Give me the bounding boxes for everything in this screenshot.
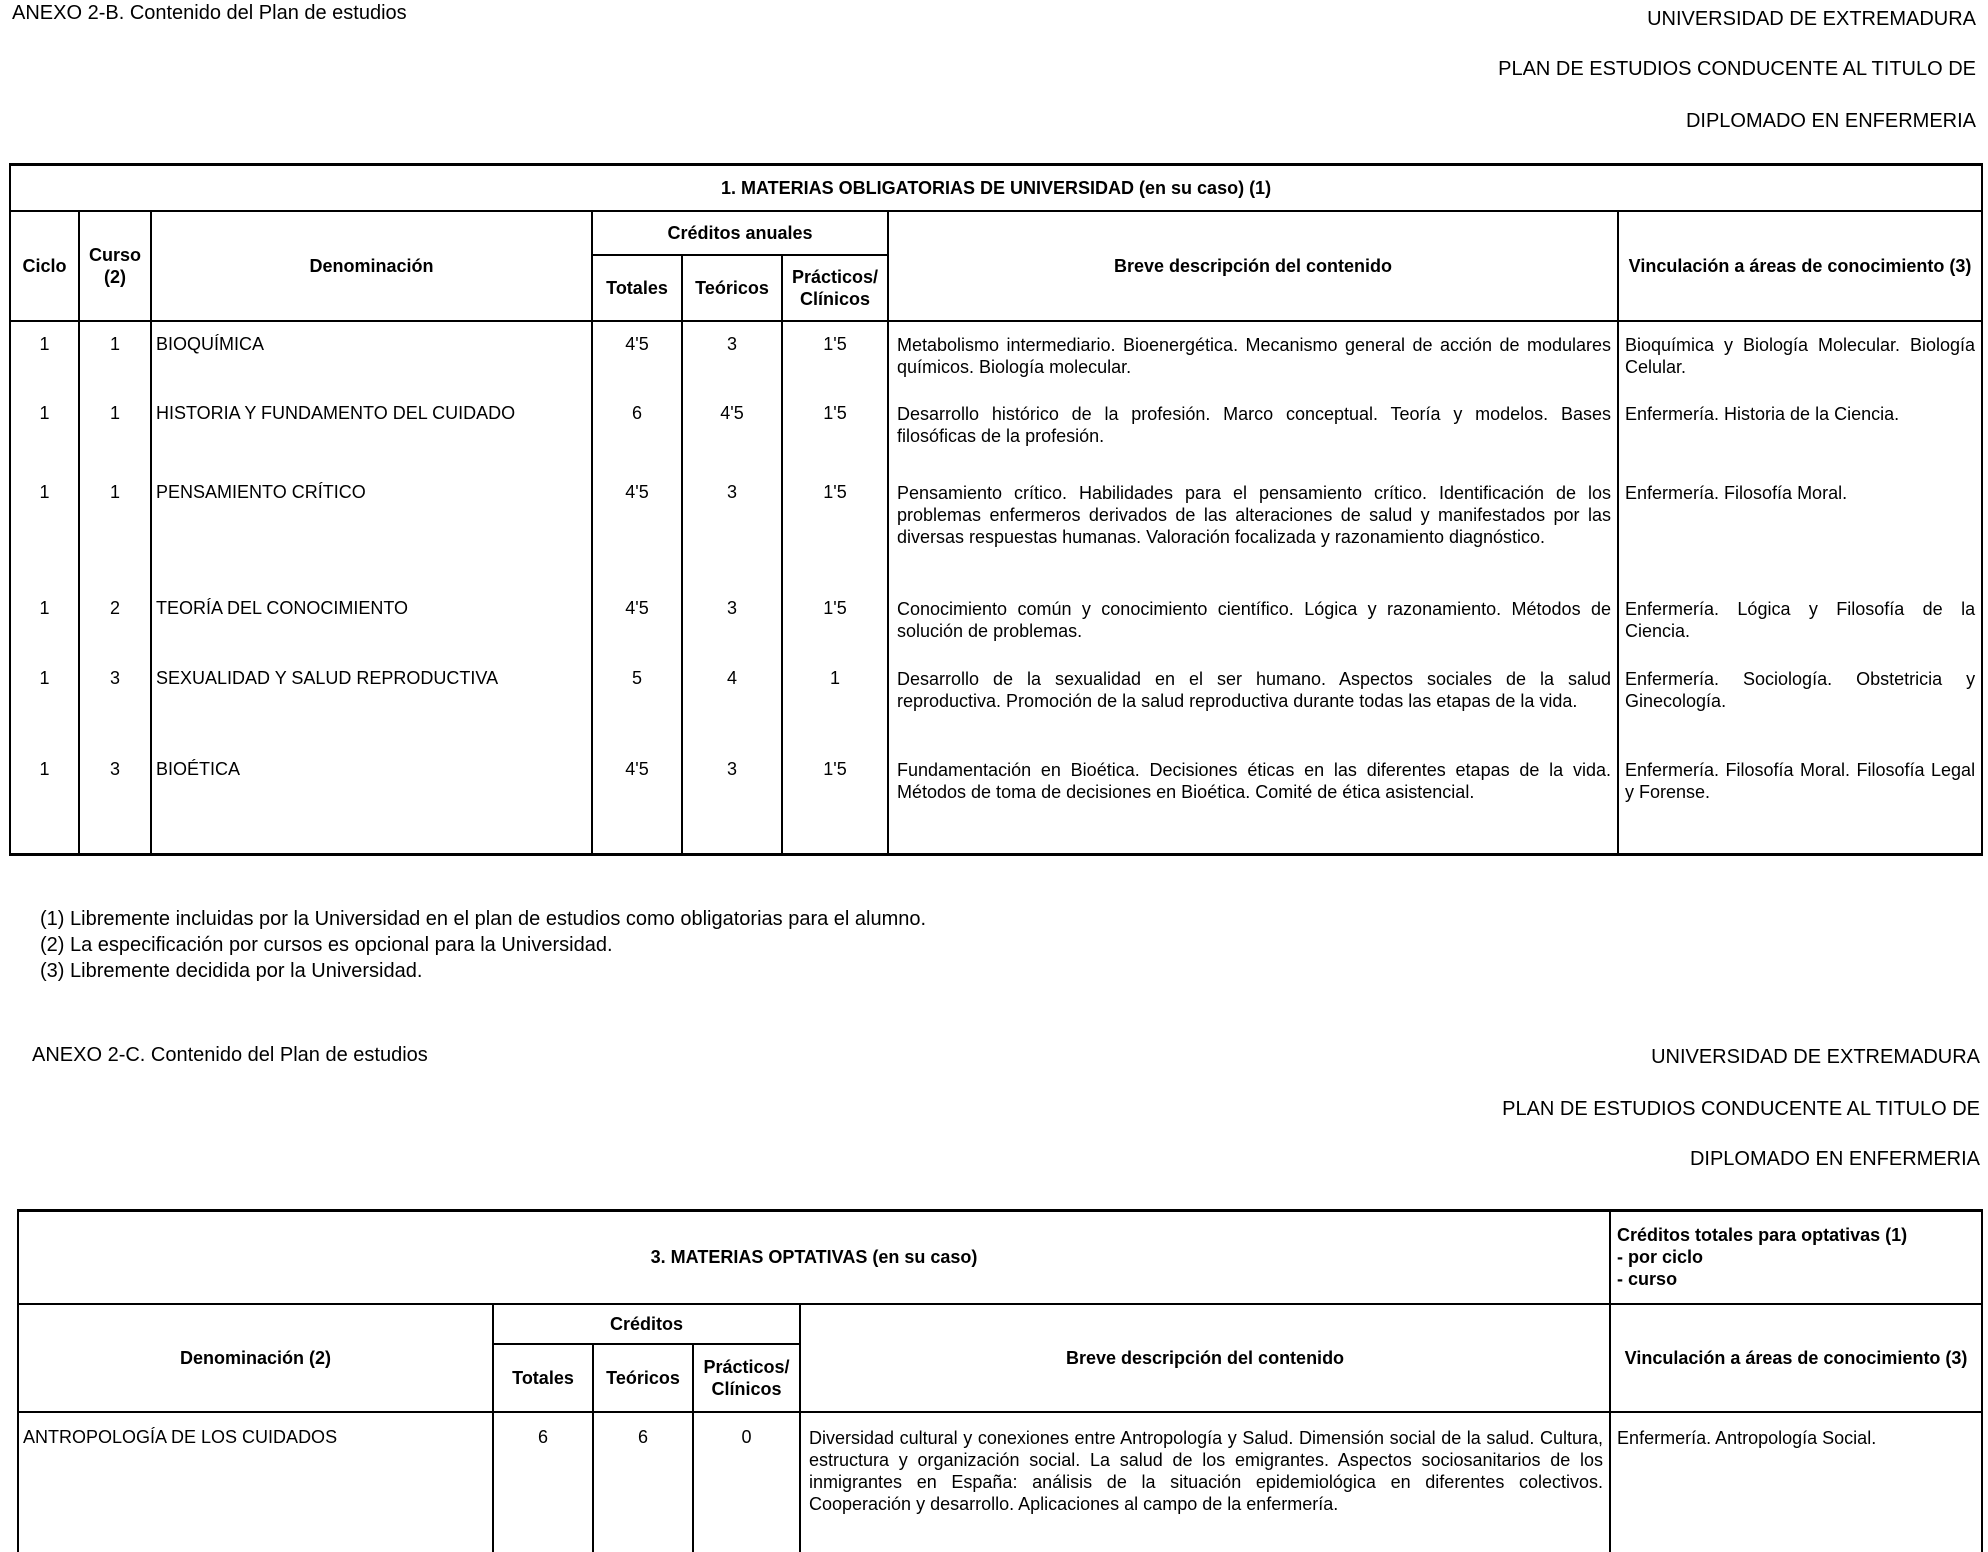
col-teoricos: Teóricos bbox=[682, 255, 782, 321]
cell-denominacion: SEXUALIDAD Y SALUD REPRODUCTIVA bbox=[151, 656, 592, 747]
col-practicos: Prácticos/ Clínicos bbox=[782, 255, 888, 321]
cell-teoricos: 4'5 bbox=[682, 391, 782, 470]
page1-header-plan: PLAN DE ESTUDIOS CONDUCENTE AL TITULO DE bbox=[1498, 58, 1976, 80]
obligatorias-title: 1. MATERIAS OBLIGATORIAS DE UNIVERSIDAD (en su caso) (1) bbox=[10, 165, 1982, 212]
cell-practicos: 1'5 bbox=[782, 391, 888, 470]
page1-header-university: UNIVERSIDAD DE EXTREMADURA bbox=[1647, 8, 1976, 30]
col-teoricos: Teóricos bbox=[593, 1344, 693, 1412]
page2-header-university: UNIVERSIDAD DE EXTREMADURA bbox=[1651, 1046, 1980, 1068]
credits-note-line-2: - por ciclo bbox=[1617, 1247, 1704, 1268]
table-row bbox=[10, 470, 1982, 586]
cell-descripcion: Fundamentación en Bioética. Decisiones éticas en las diferentes etapas de la vida. Métodos de toma de decisiones en Bioética. Comité de ética asistencial. bbox=[888, 747, 1618, 854]
col-totales: Totales bbox=[592, 255, 682, 321]
credits-note-line-1: Créditos totales para optativas (1) bbox=[1617, 1225, 1908, 1246]
cell-practicos: 0 bbox=[693, 1412, 800, 1552]
cell-practicos: 1'5 bbox=[782, 747, 888, 854]
cell-descripcion: Desarrollo histórico de la profesión. Marco conceptual. Teoría y modelos. Bases filosóficas de la profesión. bbox=[888, 391, 1618, 470]
cell-vinculacion: Enfermería. Historia de la Ciencia. bbox=[1618, 391, 1982, 470]
optativas-credits-note bbox=[1610, 1211, 1982, 1304]
col-vinculacion: Vinculación a áreas de conocimiento (3) bbox=[1610, 1304, 1982, 1412]
footnote-1: (1) Libremente incluidas por la Universidad en el plan de estudios como obligatorias para el alumno. bbox=[40, 908, 927, 930]
optativas-table bbox=[17, 1209, 1983, 1552]
col-vinculacion: Vinculación a áreas de conocimiento (3) bbox=[1618, 211, 1982, 321]
col-denominacion: Denominación (2) bbox=[18, 1304, 493, 1412]
cell-practicos: 1 bbox=[782, 656, 888, 747]
cell-totales: 4'5 bbox=[592, 470, 682, 586]
cell-vinculacion: Enfermería. Sociología. Obstetricia y Ginecología. bbox=[1618, 656, 1982, 747]
cell-ciclo: 1 bbox=[10, 470, 79, 586]
col-practicos: Prácticos/ Clínicos bbox=[693, 1344, 800, 1412]
cell-descripcion: Conocimiento común y conocimiento científico. Lógica y razonamiento. Métodos de solución de problemas. bbox=[888, 586, 1618, 656]
cell-teoricos: 3 bbox=[682, 747, 782, 854]
credits-note-line-3: - curso bbox=[1617, 1269, 1678, 1290]
col-curso: Curso (2) bbox=[79, 211, 151, 321]
cell-curso: 3 bbox=[79, 747, 151, 854]
footnote-2: (2) La especificación por cursos es opcional para la Universidad. bbox=[40, 934, 613, 956]
footnote-3: (3) Libremente decidida por la Universidad. bbox=[40, 960, 423, 982]
cell-teoricos: 6 bbox=[593, 1412, 693, 1552]
cell-vinculacion: Enfermería. Antropología Social. bbox=[1610, 1412, 1982, 1552]
cell-curso: 2 bbox=[79, 586, 151, 656]
cell-teoricos: 3 bbox=[682, 586, 782, 656]
page1-header-diploma: DIPLOMADO EN ENFERMERIA bbox=[1685, 110, 1976, 132]
cell-totales: 6 bbox=[493, 1412, 593, 1552]
page2-header-plan: PLAN DE ESTUDIOS CONDUCENTE AL TITULO DE bbox=[1502, 1098, 1980, 1120]
page1-header-left: ANEXO 2-B. Contenido del Plan de estudios bbox=[12, 2, 407, 24]
cell-descripcion: Pensamiento crítico. Habilidades para el pensamiento crítico. Identificación de los problemas enfermeros derivados de las alteraciones de salud y manifestados por las diversas respuestas humanas. Valoración focalizada y razonamiento diagnóstico. bbox=[888, 470, 1618, 586]
cell-curso: 1 bbox=[79, 391, 151, 470]
cell-totales: 4'5 bbox=[592, 586, 682, 656]
cell-totales: 6 bbox=[592, 391, 682, 470]
cell-teoricos: 3 bbox=[682, 470, 782, 586]
page2-header-diploma: DIPLOMADO EN ENFERMERIA bbox=[1689, 1148, 1980, 1170]
table-row bbox=[18, 1412, 1982, 1552]
cell-totales: 5 bbox=[592, 656, 682, 747]
footnotes bbox=[40, 906, 926, 984]
table-row bbox=[10, 747, 1982, 854]
obligatorias-table bbox=[9, 163, 1983, 856]
cell-totales: 4'5 bbox=[592, 321, 682, 391]
cell-ciclo: 1 bbox=[10, 321, 79, 391]
cell-teoricos: 3 bbox=[682, 321, 782, 391]
cell-descripcion: Desarrollo de la sexualidad en el ser humano. Aspectos sociales de la salud reproductiva. Promoción de la salud reproductiva durante todas las etapas de la vida. bbox=[888, 656, 1618, 747]
cell-curso: 1 bbox=[79, 470, 151, 586]
col-descripcion: Breve descripción del contenido bbox=[800, 1304, 1610, 1412]
col-ciclo: Ciclo bbox=[10, 211, 79, 321]
cell-ciclo: 1 bbox=[10, 747, 79, 854]
table-row bbox=[10, 321, 1982, 391]
col-creditos-anuales: Créditos anuales bbox=[592, 211, 888, 255]
cell-practicos: 1'5 bbox=[782, 470, 888, 586]
cell-denominacion: BIOQUÍMICA bbox=[151, 321, 592, 391]
cell-curso: 3 bbox=[79, 656, 151, 747]
cell-vinculacion: Enfermería. Filosofía Moral. Filosofía Legal y Forense. bbox=[1618, 747, 1982, 854]
cell-denominacion: HISTORIA Y FUNDAMENTO DEL CUIDADO bbox=[151, 391, 592, 470]
table-row bbox=[10, 656, 1982, 747]
page2-header-left: ANEXO 2-C. Contenido del Plan de estudios bbox=[32, 1044, 428, 1066]
cell-vinculacion: Enfermería. Lógica y Filosofía de la Ciencia. bbox=[1618, 586, 1982, 656]
cell-denominacion: ANTROPOLOGÍA DE LOS CUIDADOS bbox=[18, 1412, 493, 1552]
optativas-title: 3. MATERIAS OPTATIVAS (en su caso) bbox=[18, 1211, 1610, 1304]
cell-vinculacion: Bioquímica y Biología Molecular. Biología Celular. bbox=[1618, 321, 1982, 391]
cell-vinculacion: Enfermería. Filosofía Moral. bbox=[1618, 470, 1982, 586]
cell-ciclo: 1 bbox=[10, 391, 79, 470]
cell-ciclo: 1 bbox=[10, 656, 79, 747]
col-creditos: Créditos bbox=[493, 1304, 800, 1344]
cell-descripcion: Metabolismo intermediario. Bioenergética. Mecanismo general de acción de modulares químicos. Biología molecular. bbox=[888, 321, 1618, 391]
cell-teoricos: 4 bbox=[682, 656, 782, 747]
cell-practicos: 1'5 bbox=[782, 321, 888, 391]
cell-denominacion: TEORÍA DEL CONOCIMIENTO bbox=[151, 586, 592, 656]
cell-practicos: 1'5 bbox=[782, 586, 888, 656]
table-row bbox=[10, 391, 1982, 470]
table-row bbox=[10, 586, 1982, 656]
cell-descripcion: Diversidad cultural y conexiones entre Antropología y Salud. Dimensión social de la salud. Cultura, estructura y organización social. La salud de los emigrantes. Aspectos sociosanitarios de los inmigrantes en España: análisis de la situación epidemiológica en diferentes colectivos. Cooperación y desarrollo. Aplicaciones al campo de la enfermería. bbox=[800, 1412, 1610, 1552]
col-totales: Totales bbox=[493, 1344, 593, 1412]
col-descripcion: Breve descripción del contenido bbox=[888, 211, 1618, 321]
col-denominacion: Denominación bbox=[151, 211, 592, 321]
cell-denominacion: PENSAMIENTO CRÍTICO bbox=[151, 470, 592, 586]
cell-denominacion: BIOÉTICA bbox=[151, 747, 592, 854]
cell-ciclo: 1 bbox=[10, 586, 79, 656]
cell-curso: 1 bbox=[79, 321, 151, 391]
cell-totales: 4'5 bbox=[592, 747, 682, 854]
